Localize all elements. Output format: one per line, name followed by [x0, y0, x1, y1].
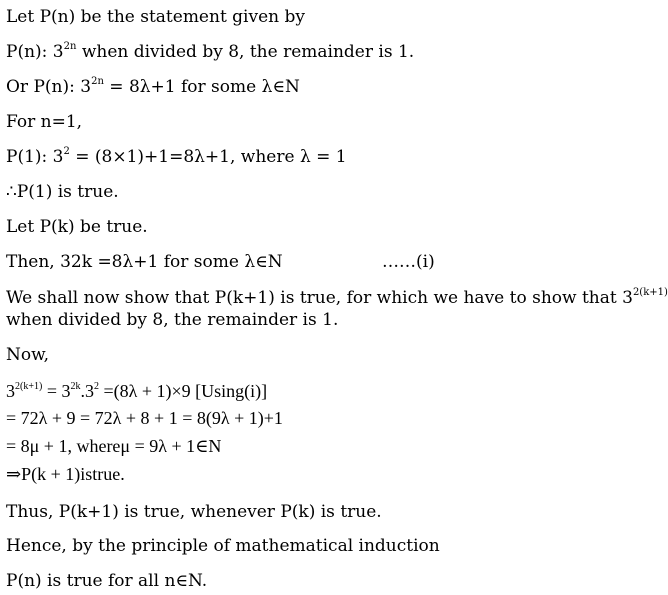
text-line: Then, 32k =8λ+1 for some λ∈N ……(i)	[6, 252, 435, 272]
text-line: ∴P(1) is true.	[6, 182, 119, 202]
text-line: Thus, P(k+1) is true, whenever P(k) is true.	[6, 502, 382, 522]
text-line: Hence, by the principle of mathematical induction	[6, 536, 440, 556]
text-line: when divided by 8, the remainder is 1.	[6, 310, 339, 330]
math-line: = 72λ + 9 = 72λ + 8 + 1 = 8(9λ + 1)+1	[6, 408, 283, 428]
equation-tag: ……(i)	[382, 252, 435, 272]
text-line: We shall now show that P(k+1) is true, for which we have to show that $3^{2(k+1)}$	[6, 287, 668, 308]
math-line: $3^{2(k+1)} = 3^{2k}.3^2 =(8\lambda + 1)\times 9$ [Using(i)]	[6, 381, 268, 401]
text-line: Or P(n): $3^{2n} = 8\lambda+1$ for some λ∈N	[6, 76, 300, 97]
text-line: Let P(n) be the statement given by	[6, 7, 306, 27]
text-line: P(n) is true for all n∈N.	[6, 571, 208, 591]
text-line: For n=1,	[6, 112, 83, 132]
text-line: Now,	[6, 345, 50, 365]
math-line: ⇒P(k + 1)istrue.	[6, 464, 125, 484]
text-line: P(1): $3^2 = (8\times 1)+1=8\lambda+1$, where λ = 1	[6, 146, 347, 167]
text-line: Let P(k) be true.	[6, 217, 148, 237]
text-line: P(n): $3^{2n}$ when divided by 8, the remainder is 1.	[6, 41, 415, 62]
math-line: = 8μ + 1, whereμ = 9λ + 1∈N	[6, 436, 222, 456]
